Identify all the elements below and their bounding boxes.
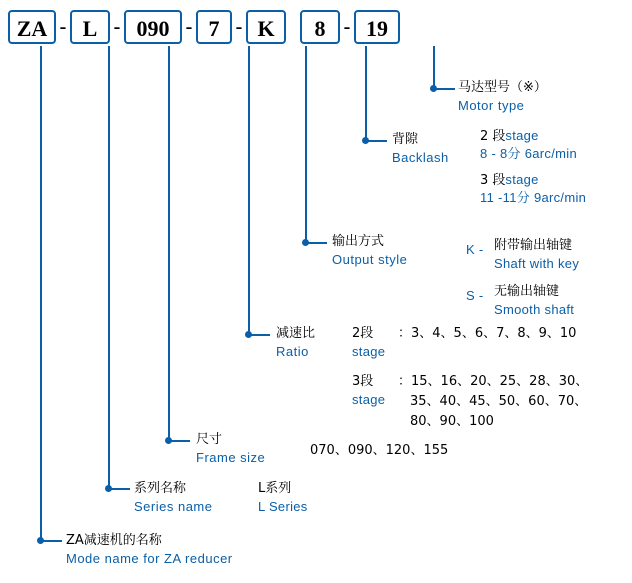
label-frame-size-cn: 尺寸 bbox=[196, 432, 223, 447]
code-separator: - bbox=[185, 15, 193, 38]
label-ratio-en: Ratio bbox=[276, 344, 309, 359]
ratio-row-3stage-cn: 3段 bbox=[352, 374, 374, 389]
leader-dot-motor-type bbox=[430, 85, 437, 92]
series-name-value-cn: L系列 bbox=[258, 481, 292, 496]
leader-dot-mode-name bbox=[37, 537, 44, 544]
code-segment-backlash[interactable]: 8 bbox=[300, 10, 340, 44]
code-segment-series[interactable]: L bbox=[70, 10, 110, 44]
code-separator: - bbox=[235, 15, 243, 38]
label-backlash-en: Backlash bbox=[392, 150, 449, 165]
model-code-row bbox=[8, 10, 400, 44]
backlash-row-2stage-label bbox=[480, 128, 539, 146]
code-segment-ratio[interactable]: 7 bbox=[196, 10, 232, 44]
label-ratio-cn: 减速比 bbox=[276, 326, 316, 341]
output-style-option-s-cn: 无输出轴键 bbox=[494, 284, 560, 299]
label-series-name-en: Series name bbox=[134, 499, 213, 514]
output-style-option-s-key: S - bbox=[466, 288, 484, 303]
ratio-row-2stage-values: ：3、4、5、6、7、8、9、10 bbox=[398, 326, 577, 341]
backlash-row-2stage-value: 8 - 8分 6arc/min bbox=[480, 146, 577, 161]
label-backlash-cn: 背隙 bbox=[392, 132, 419, 147]
leader-dot-frame-size bbox=[165, 437, 172, 444]
ratio-row-3stage-values-line3: 80、90、100 bbox=[410, 414, 494, 429]
leader-dot-series-name bbox=[105, 485, 112, 492]
series-name-value-en: L Series bbox=[258, 499, 308, 514]
backlash-stage-en: stage bbox=[505, 128, 539, 143]
label-mode-name-en: Mode name for ZA reducer bbox=[66, 551, 233, 566]
ratio-row-2stage-en: stage bbox=[352, 344, 386, 359]
leader-line-series-name bbox=[108, 46, 110, 490]
code-segment-za[interactable]: ZA bbox=[8, 10, 56, 44]
ratio-row-3stage-values-line1: ：15、16、20、25、28、30、 bbox=[398, 374, 589, 389]
leader-line-backlash bbox=[365, 46, 367, 142]
output-style-option-s-en: Smooth shaft bbox=[494, 302, 575, 317]
leader-dot-backlash bbox=[362, 137, 369, 144]
leader-dot-ratio bbox=[245, 331, 252, 338]
backlash-row-3stage-value: 11 -11分 9arc/min bbox=[480, 190, 587, 205]
code-separator: - bbox=[59, 15, 67, 38]
leader-line-mode-name bbox=[40, 46, 42, 542]
label-series-name-cn: 系列名称 bbox=[134, 481, 187, 496]
ratio-row-3stage-values-line2: 35、40、45、50、60、70、 bbox=[410, 394, 588, 409]
frame-size-values: 070、090、120、155 bbox=[310, 443, 449, 458]
label-frame-size-en: Frame size bbox=[196, 450, 266, 465]
output-style-option-k-key: K - bbox=[466, 242, 484, 257]
code-separator: - bbox=[113, 15, 121, 38]
code-separator: - bbox=[343, 15, 351, 38]
output-style-option-k-en: Shaft with key bbox=[494, 256, 580, 271]
label-mode-name-cn: ZA减速机的名称 bbox=[66, 533, 162, 548]
code-segment-output-style[interactable]: K bbox=[246, 10, 286, 44]
backlash-stage-cn: 2 段 bbox=[480, 129, 506, 144]
leader-line-ratio bbox=[248, 46, 250, 336]
backlash-stage-cn: 3 段 bbox=[480, 173, 506, 188]
leader-dot-output-style bbox=[302, 239, 309, 246]
backlash-row-3stage-label bbox=[480, 172, 539, 190]
label-output-style-en: Output style bbox=[332, 252, 408, 267]
backlash-stage-en: stage bbox=[505, 172, 539, 187]
output-style-option-k-cn: 附带输出轴键 bbox=[494, 238, 573, 253]
leader-line-output-style bbox=[305, 46, 307, 244]
code-segment-frame-size[interactable]: 090 bbox=[124, 10, 182, 44]
ratio-row-3stage-en: stage bbox=[352, 392, 386, 407]
code-segment-motor-type[interactable]: 19 bbox=[354, 10, 400, 44]
label-motor-type-cn: 马达型号（※） bbox=[458, 80, 547, 95]
leader-line-motor-type bbox=[433, 46, 435, 90]
label-motor-type-en: Motor type bbox=[458, 98, 525, 113]
leader-line-frame-size bbox=[168, 46, 170, 442]
ratio-row-2stage-cn: 2段 bbox=[352, 326, 374, 341]
label-output-style-cn: 输出方式 bbox=[332, 234, 385, 249]
